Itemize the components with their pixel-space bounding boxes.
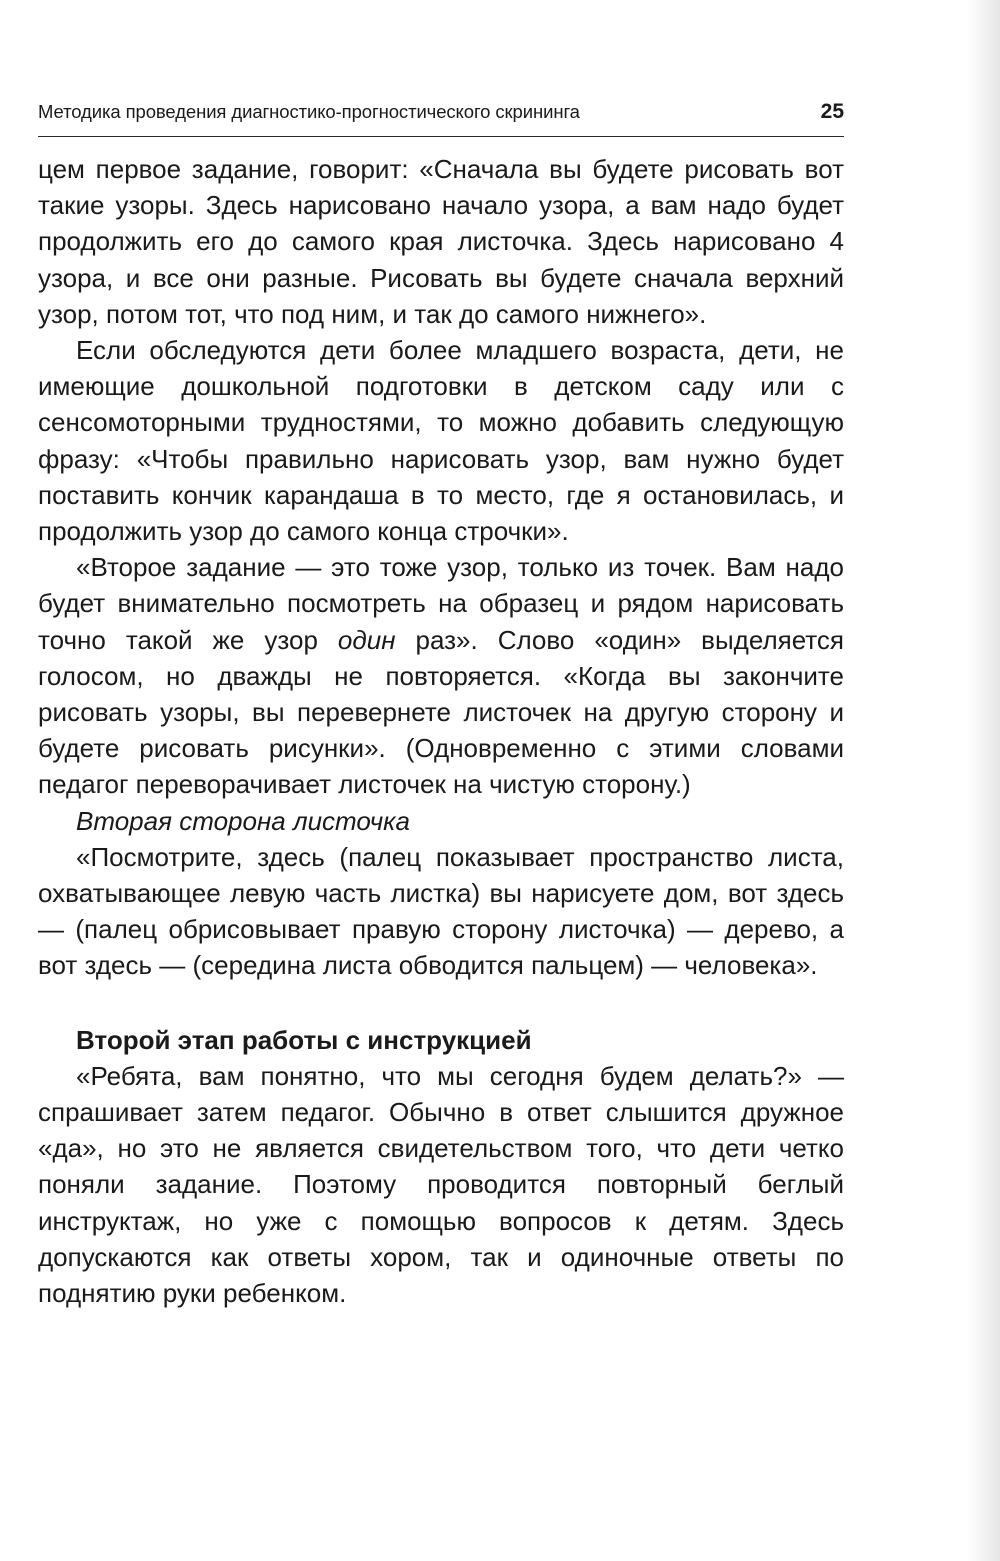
- running-title: Методика проведения диагностико-прогностического скрининга: [38, 101, 580, 122]
- page-number: 25: [820, 100, 844, 123]
- paragraph: Если обследуются дети более младшего возраста, дети, не имеющие дошкольной подготовки в детском саду или с сенсомоторными трудностями, то можно добавить следующую фразу: «Чтобы правильно нарисовать узор, вам нужно будет поставить кончик карандаша в то место, где я остановилась, и продолжить узор до самого конца строчки».: [38, 335, 844, 547]
- paragraph: «Ребята, вам понятно, что мы сегодня будем делать?» — спрашивает затем педагог. Обычно в ответ слышится дружное «да», но это не является свидетельством того, что дети четко поняли задание. Поэтому проводится повторный беглый инструктаж, но уже с помощью вопросов к детям. Здесь допускаются как ответы хором, так и одиночные ответы по поднятию руки ребенком.: [38, 1060, 844, 1309]
- book-page: [38, 100, 844, 1311]
- page-edge-shadow: [966, 0, 1000, 1561]
- paragraph-second-task: [38, 549, 844, 802]
- paragraph-text: «Второе задание — это тоже узор, только из точек. Вам надо будет внимательно посмотреть на образец и рядом нарисовать точно такой же узор: [38, 552, 844, 655]
- paragraph-continued: цем первое задание, говорит: «Сначала вы будете рисовать вот такие узоры. Здесь нарисовано начало узора, а вам надо будет продолжить его до самого края листочка. Здесь нарисовано 4 узора, и все они разные. Рисовать вы будете сначала верхний узор, потом тот, что под ним, и так до самого нижнего».: [38, 154, 844, 329]
- section-heading: Второй этап работы с инструкцией: [76, 1024, 532, 1055]
- paragraph: «Посмотрите, здесь (палец показывает пространство листа, охватывающее левую часть листка) вы нарисуете дом, вот здесь — (палец обрисовывает правую сторону листочка) — дерево, а вот здесь — (середина листа обводится пальцем) — человека».: [38, 841, 844, 981]
- paragraph-text: раз». Слово «один» выделяется голосом, но дважды не повторяется. «Когда вы закончите рисовать узоры, вы перевернете листочек на другую сторону и будете рисовать рисунки». (Одновременно с этими словами педагог переворачивает листочек на чистую сторону.): [38, 624, 844, 800]
- body-text: [38, 151, 844, 1311]
- running-header: [38, 100, 844, 137]
- emphasis-word: один: [337, 624, 396, 655]
- italic-subheading: Вторая сторона листочка: [76, 805, 410, 836]
